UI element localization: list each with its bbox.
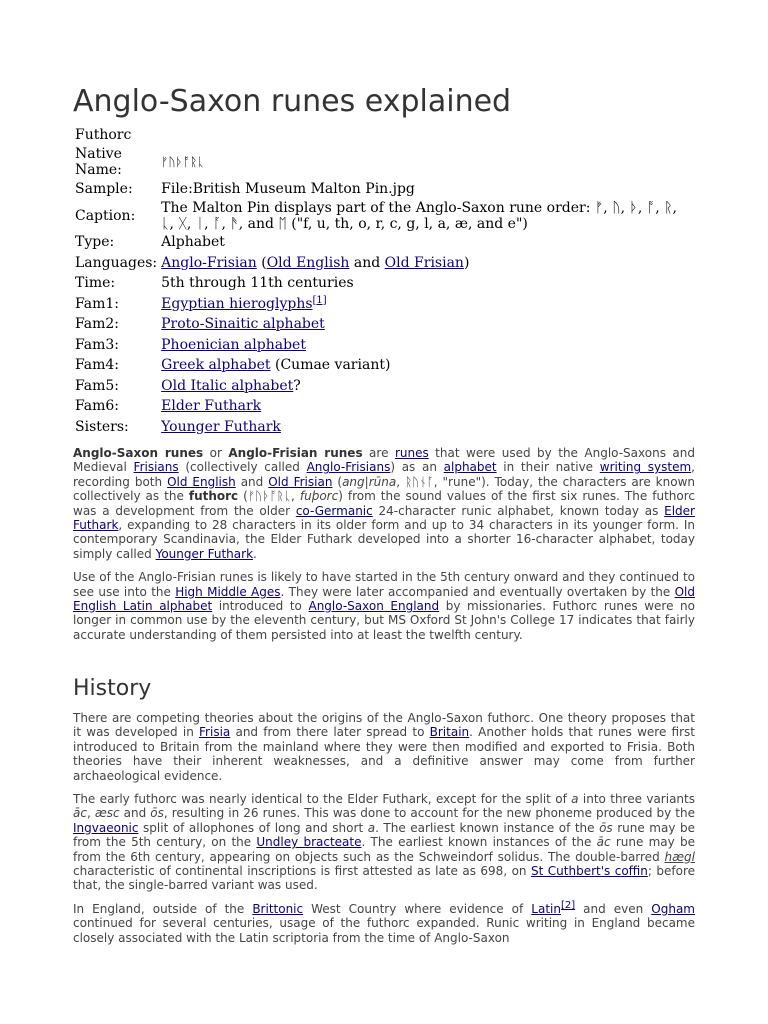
infobox-row	[73, 273, 695, 294]
infobox-fam1	[159, 294, 695, 315]
text: 24-character runic alphabet, known today as	[372, 503, 665, 518]
link-phoenician[interactable]: Phoenician alphabet	[161, 336, 306, 353]
text: are	[362, 446, 395, 460]
link-frisia[interactable]: Frisia	[199, 725, 231, 740]
infobox-key: Type:	[75, 234, 115, 251]
text: The early futhorc was nearly identical to the Elder Futhark, except for the split of	[73, 792, 572, 807]
infobox-fam4	[159, 355, 695, 376]
text: and even	[575, 901, 652, 916]
link-old-english-latin-alphabet[interactable]: Old English Latin alphabet	[73, 584, 695, 614]
infobox-fam3	[159, 335, 695, 356]
text: and	[119, 806, 151, 821]
text: (	[332, 474, 343, 489]
infobox-row	[73, 253, 695, 274]
text: (ᚠᚢᚦᚩᚱᚳ,	[238, 489, 300, 504]
italic-term: hægl	[664, 849, 695, 864]
text: .	[253, 546, 257, 561]
infobox-text: and	[349, 254, 385, 271]
infobox	[73, 125, 695, 437]
section-heading-history: History	[73, 676, 152, 701]
intro-text	[73, 446, 695, 651]
link-younger-futhark[interactable]: Younger Futhark	[155, 546, 254, 561]
text: split of allophones of long and short	[138, 820, 368, 835]
italic-term: āc	[596, 835, 611, 850]
link-old-frisian[interactable]: Old Frisian	[384, 254, 464, 271]
link-egyptian-hieroglyphs[interactable]: Egyptian hieroglyphs	[161, 295, 313, 312]
paragraph	[73, 446, 695, 561]
infobox-fam2	[159, 314, 695, 335]
infobox-text: ?	[293, 377, 301, 394]
paragraph	[73, 570, 695, 642]
italic-term: æsc	[94, 806, 120, 821]
link-greek-alphabet[interactable]: Greek alphabet	[161, 357, 271, 374]
text: West Country where evidence of	[303, 901, 532, 916]
infobox-text: (	[256, 254, 267, 271]
link-anglo-frisians[interactable]: Anglo-Frisians	[306, 460, 391, 475]
link-anglo-frisian[interactable]: Anglo-Frisian	[161, 254, 257, 271]
infobox-sisters	[159, 417, 695, 438]
link-brittonic[interactable]: Brittonic	[252, 901, 304, 916]
page-title: Anglo-Saxon runes explained	[73, 84, 512, 119]
citation-link[interactable]: [1]	[312, 294, 327, 306]
link-old-italic[interactable]: Old Italic alphabet	[161, 377, 294, 394]
link-britain[interactable]: Britain	[429, 725, 470, 740]
infobox-row	[73, 314, 695, 335]
text: and from there later spread to	[230, 725, 430, 740]
link-alphabet[interactable]: alphabet	[443, 460, 497, 475]
infobox-key: Fam2:	[75, 316, 120, 333]
text: (collectively called	[178, 460, 307, 475]
infobox-native-name: ᚠᚢᚦᚩᚱᚳ	[161, 155, 205, 169]
bold-term: Anglo-Saxon runes	[73, 446, 204, 460]
infobox-row	[73, 376, 695, 397]
infobox-row	[73, 355, 695, 376]
italic-term: ōs	[150, 806, 164, 821]
text: , ᚱᚢᚾᚪ, "rune"). Today, the characters are known collectively as the	[73, 474, 695, 504]
infobox-row	[73, 335, 695, 356]
link-ogham[interactable]: Ogham	[651, 901, 695, 916]
text: , expanding to 28 characters in its older form and up to 34 characters in its younger form. In contemporary Scandinavia, the Elder Futhark developed into a shorter 16-character alphabet, today simply called	[73, 518, 695, 561]
infobox-key: Fam1:	[75, 295, 120, 312]
infobox-row	[73, 179, 695, 200]
link-latin[interactable]: Latin	[531, 901, 561, 916]
text: rune may be from the 6th century, appearing on objects such as the Schweindorf solidus. The double-barred	[73, 835, 695, 864]
bold-term: Anglo-Frisian runes	[228, 446, 363, 460]
infobox-fam6	[159, 396, 695, 417]
text: . They were later accompanied and eventually overtaken by the	[280, 584, 675, 599]
infobox-caption: The Malton Pin displays part of the Anglo-Saxon rune order: ᚠ, ᚢ, ᚦ, ᚩ, ᚱ, ᚳ, ᚷ, ᛁ, ᚪ, ᚫ, and ᛖ ("f, u, th, o, r, c, g, l, a, æ, and e")	[161, 199, 677, 232]
infobox-sample: File:British Museum Malton Pin.jpg	[161, 180, 415, 197]
link-st-cuthberts-coffin[interactable]: St Cuthbert's coffin	[531, 864, 648, 879]
text: or	[203, 446, 229, 460]
text: , resulting in 26 runes. This was done to account for the new phoneme produced by the	[163, 806, 695, 821]
text: that were used by the Anglo-Saxons and Medieval	[73, 446, 695, 475]
text: characteristic of continental inscriptions is first attested as late as 698, on	[73, 864, 531, 879]
text: In England, outside of the	[73, 901, 253, 916]
link-co-germanic[interactable]: co-Germanic	[295, 503, 373, 518]
text: by missionaries. Futhorc runes were no longer in common use by the eleventh century, but MS Oxford St John's College 17 indicates that fairly accurate understanding of them persisted into at least the twelfth century.	[73, 599, 696, 642]
link-proto-sinaitic[interactable]: Proto-Sinaitic alphabet	[161, 316, 325, 333]
text: ,	[86, 806, 95, 821]
link-younger-futhark[interactable]: Younger Futhark	[161, 418, 281, 435]
text: ; before that, the single-barred variant was used.	[73, 864, 695, 893]
infobox-key: Languages:	[75, 254, 158, 271]
link-old-frisian[interactable]: Old Frisian	[268, 474, 333, 489]
infobox-time: 5th through 11th centuries	[161, 275, 354, 292]
bold-term: futhorc	[188, 489, 239, 504]
history-text	[73, 711, 695, 954]
infobox-key: Fam3:	[75, 336, 120, 353]
text: , recording both	[73, 460, 695, 489]
link-ingvaeonic[interactable]: Ingvaeonic	[73, 820, 139, 835]
infobox-type: Alphabet	[161, 234, 225, 251]
link-writing-system[interactable]: writing system	[599, 460, 692, 475]
citation-link[interactable]: [2]	[560, 899, 576, 911]
infobox-row	[73, 146, 695, 179]
text: . The earliest known instances of the	[361, 835, 597, 850]
text: ) as an	[390, 460, 444, 475]
infobox-key: Fam5:	[75, 377, 120, 394]
infobox-row	[73, 417, 695, 438]
italic-term: ang|rūna	[342, 474, 397, 489]
text: There are competing theories about the origins of the Anglo-Saxon futhorc. One theory proposes that it was developed in	[73, 711, 695, 740]
link-elder-futhark[interactable]: Elder Futhark	[161, 398, 262, 415]
link-old-english[interactable]: Old English	[266, 254, 350, 271]
text: . Another holds that runes were first introduced to Britain from the mainland where they were then modified and exported to Frisia. Both theories have their inherent weaknesses, and a definitive answer may come from further archaeological evidence.	[73, 725, 695, 783]
infobox-row	[73, 396, 695, 417]
link-anglo-saxon-england[interactable]: Anglo-Saxon England	[308, 599, 440, 614]
italic-term: a	[367, 820, 376, 835]
text: introduced to	[212, 599, 309, 614]
link-frisians[interactable]: Frisians	[133, 460, 179, 475]
italic-term: fuþorc	[299, 489, 339, 504]
infobox-text: (Cumae variant)	[270, 357, 391, 374]
infobox-text: )	[463, 254, 470, 271]
italic-term: a	[571, 792, 579, 807]
infobox-row	[73, 294, 695, 315]
infobox-key: Sample:	[75, 180, 133, 197]
infobox-heading: Futhorc	[75, 127, 132, 144]
infobox-key: Fam4:	[75, 357, 120, 374]
infobox-key: Sisters:	[75, 418, 129, 435]
infobox-fam5	[159, 376, 695, 397]
text: ) from the sound values of the first six runes. The futhorc was a development from the older	[73, 489, 695, 518]
text: continued for several centuries, usage of the futhorc expanded. Runic writing in England became closely associated with the Latin scriptoria from the time of Anglo-Saxon	[73, 916, 695, 945]
infobox-heading-row	[73, 125, 695, 146]
link-high-middle-ages[interactable]: High Middle Ages	[175, 584, 281, 599]
infobox-languages	[159, 253, 695, 274]
text: in their native	[496, 460, 600, 475]
infobox-key: Caption:	[75, 207, 136, 224]
italic-term: ōs	[599, 820, 613, 835]
link-undley-bracteate[interactable]: Undley bracteate	[256, 835, 362, 850]
infobox-row	[73, 232, 695, 253]
text: into three variants	[578, 792, 695, 807]
text: Use of the Anglo-Frisian runes is likely to have started in the 5th century onward and they continued to see use into the	[73, 570, 695, 599]
infobox-row	[73, 199, 695, 232]
text: rune may be from the 5th century, on the	[73, 820, 695, 850]
paragraph	[73, 899, 695, 945]
italic-term: āc	[73, 806, 87, 821]
link-runes[interactable]: runes	[394, 446, 429, 460]
infobox-key: Fam6:	[75, 398, 120, 415]
infobox-key: Time:	[75, 275, 116, 292]
infobox-key: Native Name:	[75, 146, 122, 178]
link-old-english[interactable]: Old English	[167, 474, 236, 489]
link-elder-futhark[interactable]: Elder Futhark	[73, 503, 695, 533]
paragraph	[73, 711, 695, 783]
text: . The earliest known instance of the	[375, 820, 600, 835]
paragraph	[73, 792, 695, 893]
text: and	[235, 474, 269, 489]
